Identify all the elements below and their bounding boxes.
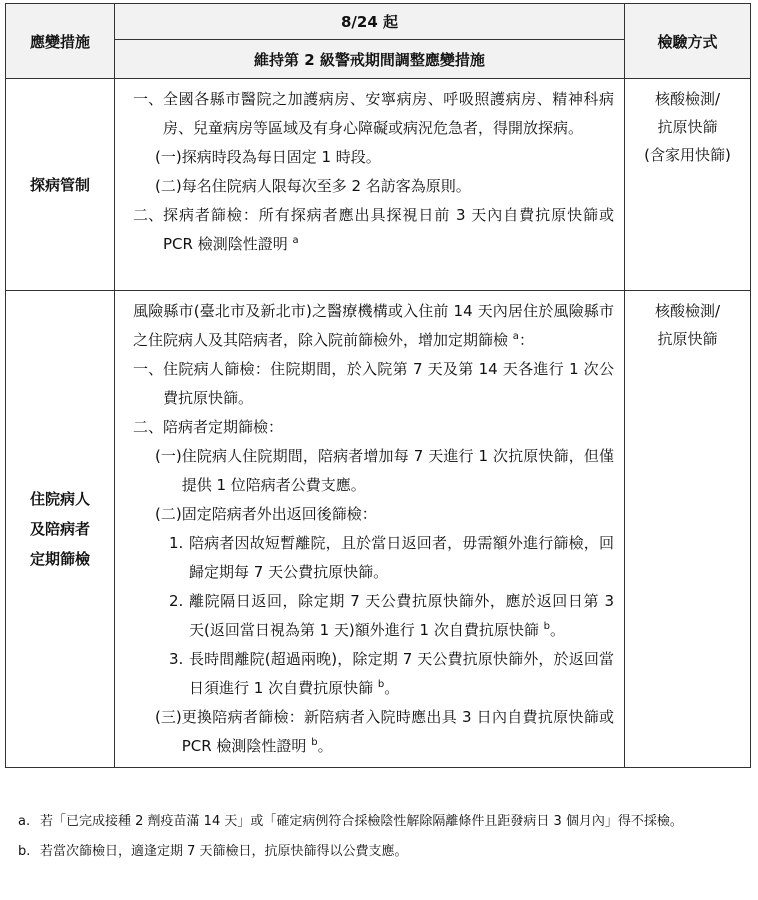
list-item: (一) 住院病人住院期間，陪病者增加每 7 天進行 1 次抗原快篩，但僅提供 1 位陪病者公費支應。	[155, 447, 614, 494]
footnote: b. 若當次篩檢日，適逢定期 7 天篩檢日，抗原快篩得以公費支應。	[18, 844, 408, 859]
header-subtitle: 維持第 2 級警戒期間調整應變措施	[115, 40, 625, 79]
measures-table	[5, 3, 751, 768]
header-measures: 應變措施	[6, 4, 115, 79]
list-item: 一、 住院病人篩檢：住院期間，於入院第 7 天及第 14 天各進行 1 次公費抗原快篩。	[133, 360, 614, 407]
list-item: (二) 每名住院病人限每次至多 2 名訪客為原則。	[155, 177, 471, 195]
screening-method: 核酸檢測/ 抗原快篩	[625, 291, 751, 768]
row-title-visit-control: 探病管制	[6, 79, 115, 291]
visit-control-method: 核酸檢測/ 抗原快篩 (含家用快篩)	[625, 79, 751, 291]
footnote: a. 若「已完成接種 2 劑疫苗滿 14 天」或「確定病例符合採檢陰性解除隔離條件且距發病日 3 個月內」得不採檢。	[18, 814, 683, 829]
screening-content	[115, 291, 625, 768]
list-item: 1. 陪病者因故短暫離院，且於當日返回者，毋需額外進行篩檢，回歸定期每 7 天公費抗原快篩。	[169, 534, 614, 581]
list-item: (一) 探病時段為每日固定 1 時段。	[155, 148, 381, 166]
list-item: 二、 陪病者定期篩檢：	[133, 418, 284, 436]
list-item: 二、 探病者篩檢：所有探病者應出具探視日前 3 天內自費抗原快篩或 PCR 檢測陰性證明 $^a$	[133, 206, 614, 253]
footnotes	[18, 810, 743, 870]
list-item: 3. 長時間離院(超過兩晚)，除定期 7 天公費抗原快篩外，於返回當日須進行 1 次自費抗原快篩 $^b$。	[169, 650, 614, 697]
list-item: 一、 全國各縣市醫院之加護病房、安寧病房、呼吸照護病房、精神科病房、兒童病房等區域及有身心障礙或病況危急者，得開放探病。	[133, 90, 614, 137]
visit-control-content	[115, 79, 625, 291]
row-title-screening: 住院病人 及陪病者 定期篩檢	[6, 291, 115, 768]
header-test-method: 檢驗方式	[625, 4, 751, 79]
list-item: (二) 固定陪病者外出返回後篩檢：	[155, 505, 377, 523]
list-item: 2. 離院隔日返回，除定期 7 天公費抗原快篩外，應於返回日第 3 天(返回當日視為第 1 天)額外進行 1 次自費抗原快篩 $^b$。	[169, 592, 614, 639]
screening-intro: 風險縣市(臺北市及新北市)之醫療機構或入住前 14 天內居住於風險縣市之住院病人及其陪病者，除入院前篩檢外，增加定期篩檢 $^a$：	[133, 302, 614, 349]
list-item: (三) 更換陪病者篩檢：新陪病者入院時應出具 3 日內自費抗原快篩或 PCR 檢測陰性證明 $^b$。	[155, 708, 614, 755]
header-date: 8/24 起	[115, 4, 625, 40]
